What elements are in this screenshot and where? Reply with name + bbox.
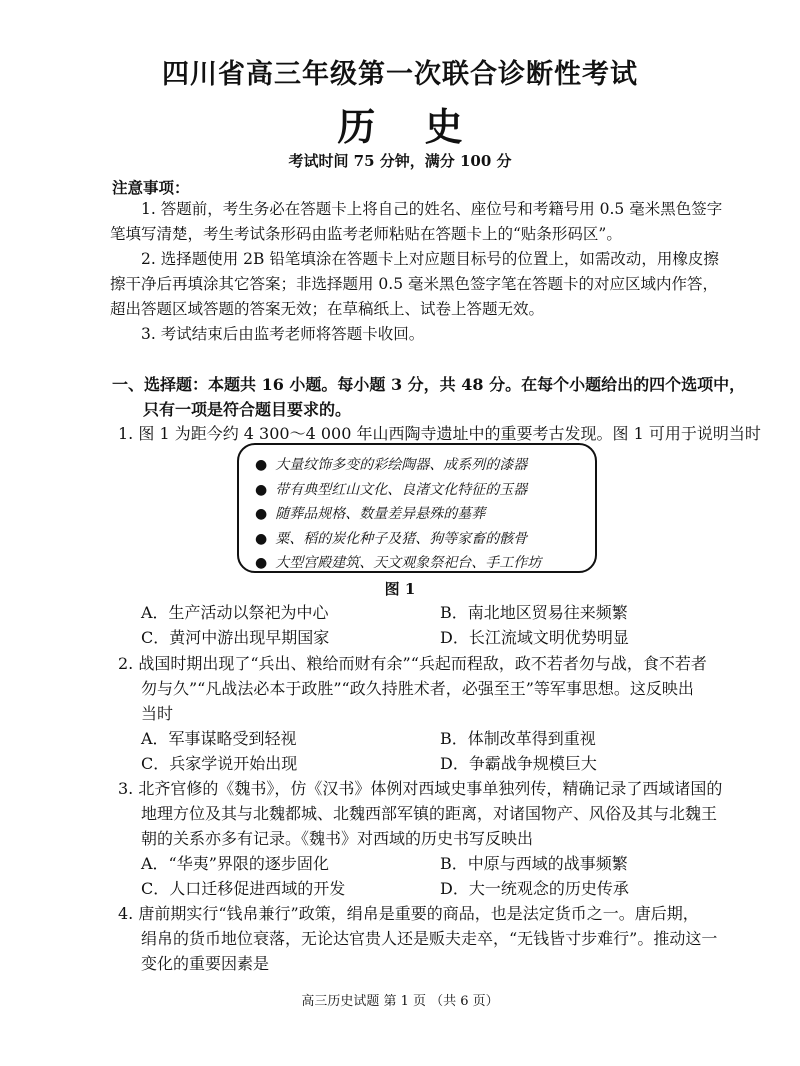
figure-1-item: ● 随葬品规格、数量差异悬殊的墓葬 — [255, 506, 486, 522]
notes-line: 3. 考试结束后由监考老师将答题卡收回。 — [141, 325, 425, 343]
section-heading-cont: 只有一项是符合题目要求的。 — [143, 400, 352, 419]
section-heading: 一、选择题：本题共 16 小题。每小题 3 分，共 48 分。在每个小题给出的四个选项中， — [112, 375, 746, 394]
option-d[interactable]: D．大一统观念的历史传承 — [440, 879, 629, 898]
figure-1-item: ● 大量纹饰多变的彩绘陶器、成系列的漆器 — [255, 457, 528, 473]
figure-1-item: ● 带有典型红山文化、良渚文化特征的玉器 — [255, 481, 528, 498]
bullet-icon: ● — [255, 530, 268, 547]
notes-line: 擦干净后再填涂其它答案；非选择题用 0.5 毫米黑色签字笔在答题卡的对应区域内作答， — [110, 275, 719, 293]
option-a[interactable]: A．生产活动以祭祀为中心 — [141, 603, 329, 622]
bullet-icon: ● — [255, 506, 268, 522]
notes-line: 笔填写清楚，考生考试条形码由监考老师粘贴在答题卡上的“贴条形码区”。 — [110, 225, 622, 243]
notes-label: 注意事项： — [112, 178, 190, 197]
subject-title: 历 史 — [337, 104, 481, 149]
option-d[interactable]: D．长江流域文明优势明显 — [440, 628, 629, 647]
option-a[interactable]: A．“华夷”界限的逐步固化 — [141, 854, 329, 873]
notes-line: 2. 选择题使用 2B 铅笔填涂在答题卡上对应题目标号的位置上，如需改动，用橡皮擦 — [141, 250, 719, 268]
notes-line: 超出答题区域答题的答案无效；在草稿纸上、试卷上答题无效。 — [110, 300, 545, 318]
option-d[interactable]: D．争霸战争规模巨大 — [440, 754, 597, 773]
option-b[interactable]: B．南北地区贸易往来频繁 — [440, 603, 628, 622]
question-2-stem-cont: 勿与久”“凡战法必本于政胜”“政久持胜术者，必强至王”等军事思想。这反映出 — [141, 679, 694, 698]
question-3-stem-cont: 地理方位及其与北魏都城、北魏西部军镇的距离，对诸国物产、风俗及其与北魏王 — [141, 804, 718, 823]
notes-line: 1. 答题前，考生务必在答题卡上将自己的姓名、座位号和考籍号用 0.5 毫米黑色签字 — [141, 200, 723, 218]
bullet-icon: ● — [255, 481, 268, 498]
figure-1-caption: 图 1 — [384, 580, 416, 598]
bullet-icon: ● — [255, 555, 268, 571]
question-4-stem-cont: 绢帛的货币地位衰落，无论达官贵人还是贩夫走卒，“无钱皆寸步难行”。推动这一 — [141, 929, 718, 948]
option-b[interactable]: B．中原与西域的战事频繁 — [440, 854, 628, 873]
figure-1-item: ● 大型宫殿建筑、天文观象祭祀台、手工作坊 — [255, 555, 542, 571]
question-3-stem-cont: 朝的关系亦多有记录。《魏书》对西域的历史书写反映出 — [141, 829, 534, 848]
figure-1-item: ● 粟、稻的炭化种子及猪、狗等家畜的骸骨 — [255, 530, 528, 547]
option-c[interactable]: C．兵家学说开始出现 — [141, 754, 298, 773]
bullet-icon: ● — [255, 457, 268, 473]
page-footer: 高三历史试题 第 1 页 （共 6 页） — [301, 994, 499, 1009]
option-a[interactable]: A．军事谋略受到轻视 — [141, 729, 297, 748]
option-b[interactable]: B．体制改革得到重视 — [440, 729, 596, 748]
question-4-stem-cont: 变化的重要因素是 — [141, 954, 270, 973]
exam-info: 考试时间 75 分钟，满分 100 分 — [288, 152, 512, 170]
figure-1-box — [237, 443, 597, 573]
question-3-stem: 3. 北齐官修的《魏书》，仿《汉书》体例对西域史事单独列传，精确记录了西域诸国的 — [118, 779, 723, 798]
option-c[interactable]: C．黄河中游出现早期国家 — [141, 628, 330, 647]
option-c[interactable]: C．人口迁移促进西域的开发 — [141, 879, 346, 898]
question-2-stem: 2. 战国时期出现了“兵出、粮给而财有余”“兵起而程敌，政不若者勿与战，食不若者 — [118, 654, 707, 673]
question-4-stem: 4. 唐前期实行“钱帛兼行”政策，绢帛是重要的商品，也是法定货币之一。唐后期， — [118, 904, 699, 923]
question-2-stem-cont: 当时 — [141, 704, 174, 723]
question-1-stem: 1. 图 1 为距今约 4 300～4 000 年山西陶寺遗址中的重要考古发现。图 1 可用于说明当时 — [118, 424, 761, 443]
exam-title: 四川省高三年级第一次联合诊断性考试 — [162, 59, 638, 90]
